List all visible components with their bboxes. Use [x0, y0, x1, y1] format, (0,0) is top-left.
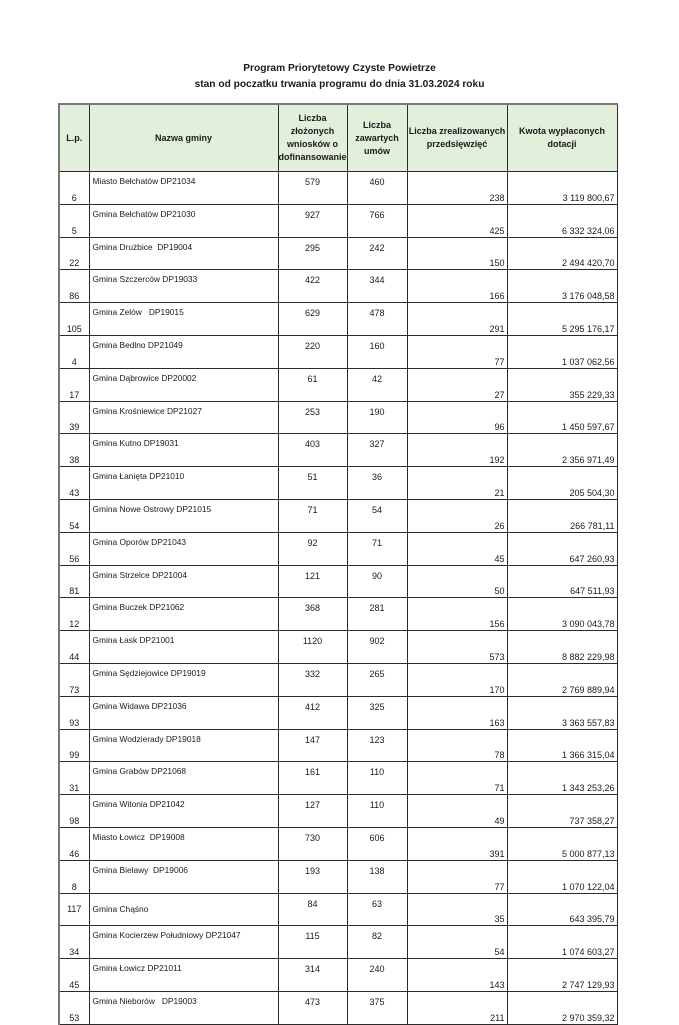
cell-municipality-name: Gmina Szczerców DP19033 [89, 270, 278, 303]
header-paid-amount: Kwota wypłaconych dotacji [507, 104, 617, 172]
cell-contracts-count: 327 [347, 434, 407, 467]
cell-contracts-count: 138 [347, 860, 407, 893]
cell-lp: 93 [59, 696, 89, 729]
cell-lp: 43 [59, 467, 89, 500]
cell-municipality-name: Gmina Łask DP21001 [89, 631, 278, 664]
table-row [59, 401, 617, 434]
cell-contracts-count: 242 [347, 237, 407, 270]
cell-applications-count: 121 [278, 565, 347, 598]
cell-paid-amount: 2 494 420,70 [507, 237, 617, 270]
table-row [59, 237, 617, 270]
cell-applications-count: 332 [278, 663, 347, 696]
table-row [59, 762, 617, 795]
cell-paid-amount: 643 395,79 [507, 893, 617, 926]
table-row [59, 270, 617, 303]
cell-completed-count: 391 [407, 827, 507, 860]
cell-completed-count: 50 [407, 565, 507, 598]
cell-paid-amount: 1 343 253,26 [507, 762, 617, 795]
cell-contracts-count: 265 [347, 663, 407, 696]
cell-lp: 99 [59, 729, 89, 762]
cell-contracts-count: 54 [347, 499, 407, 532]
cell-applications-count: 115 [278, 926, 347, 959]
cell-applications-count: 412 [278, 696, 347, 729]
table-row [59, 827, 617, 860]
cell-lp: 73 [59, 663, 89, 696]
cell-contracts-count: 63 [347, 893, 407, 926]
cell-municipality-name: Gmina Buczek DP21062 [89, 598, 278, 631]
cell-municipality-name: Gmina Łowicz DP21011 [89, 959, 278, 992]
cell-paid-amount: 2 356 971,49 [507, 434, 617, 467]
cell-paid-amount: 2 747 129,93 [507, 959, 617, 992]
cell-completed-count: 54 [407, 926, 507, 959]
cell-contracts-count: 110 [347, 762, 407, 795]
cell-contracts-count: 190 [347, 401, 407, 434]
cell-contracts-count: 160 [347, 335, 407, 368]
table-row [59, 368, 617, 401]
cell-contracts-count: 90 [347, 565, 407, 598]
table-row [59, 959, 617, 992]
table-row [59, 991, 617, 1024]
cell-municipality-name: Gmina Witonia DP21042 [89, 795, 278, 828]
cell-applications-count: 220 [278, 335, 347, 368]
cell-lp: 98 [59, 795, 89, 828]
cell-municipality-name: Gmina Oporów DP21043 [89, 532, 278, 565]
cell-contracts-count: 240 [347, 959, 407, 992]
table-row [59, 663, 617, 696]
cell-paid-amount: 3 119 800,67 [507, 172, 617, 205]
header-contracts-count: Liczba zawartych umów [347, 104, 407, 172]
cell-applications-count: 730 [278, 827, 347, 860]
cell-lp: 81 [59, 565, 89, 598]
cell-applications-count: 473 [278, 991, 347, 1024]
cell-completed-count: 45 [407, 532, 507, 565]
cell-completed-count: 26 [407, 499, 507, 532]
cell-lp: 22 [59, 237, 89, 270]
cell-contracts-count: 325 [347, 696, 407, 729]
cell-completed-count: 166 [407, 270, 507, 303]
header-lp: L.p. [59, 104, 89, 172]
cell-lp: 31 [59, 762, 89, 795]
cell-municipality-name: Gmina Krośniewice DP21027 [89, 401, 278, 434]
cell-applications-count: 368 [278, 598, 347, 631]
cell-applications-count: 253 [278, 401, 347, 434]
cell-applications-count: 147 [278, 729, 347, 762]
cell-municipality-name: Gmina Kocierzew Południowy DP21047 [89, 926, 278, 959]
cell-completed-count: 150 [407, 237, 507, 270]
header-completed-count: Liczba zrealizowanych przedsięwzięć [407, 104, 507, 172]
cell-contracts-count: 606 [347, 827, 407, 860]
cell-completed-count: 425 [407, 204, 507, 237]
cell-completed-count: 71 [407, 762, 507, 795]
cell-applications-count: 422 [278, 270, 347, 303]
table-row [59, 434, 617, 467]
cell-lp: 17 [59, 368, 89, 401]
table-row [59, 204, 617, 237]
cell-completed-count: 143 [407, 959, 507, 992]
cell-lp: 38 [59, 434, 89, 467]
cell-paid-amount: 1 074 603,27 [507, 926, 617, 959]
cell-paid-amount: 647 260,93 [507, 532, 617, 565]
cell-lp: 105 [59, 303, 89, 336]
cell-paid-amount: 205 504,30 [507, 467, 617, 500]
cell-lp: 4 [59, 335, 89, 368]
cell-applications-count: 629 [278, 303, 347, 336]
cell-completed-count: 49 [407, 795, 507, 828]
cell-paid-amount: 1 450 597,67 [507, 401, 617, 434]
cell-paid-amount: 2 769 889,94 [507, 663, 617, 696]
table-row [59, 729, 617, 762]
cell-applications-count: 295 [278, 237, 347, 270]
cell-lp: 54 [59, 499, 89, 532]
cell-contracts-count: 281 [347, 598, 407, 631]
cell-contracts-count: 375 [347, 991, 407, 1024]
cell-lp: 53 [59, 991, 89, 1024]
cell-paid-amount: 8 882 229,98 [507, 631, 617, 664]
cell-paid-amount: 1 037 062,56 [507, 335, 617, 368]
cell-lp: 39 [59, 401, 89, 434]
cell-lp: 56 [59, 532, 89, 565]
cell-lp: 6 [59, 172, 89, 205]
cell-applications-count: 1120 [278, 631, 347, 664]
table-row [59, 335, 617, 368]
table-row [59, 631, 617, 664]
cell-paid-amount: 2 970 359,32 [507, 991, 617, 1024]
cell-municipality-name: Gmina Kutno DP19031 [89, 434, 278, 467]
table-row [59, 795, 617, 828]
header-applications-count: Liczba złożonych wniosków o dofinansowanie [278, 104, 347, 172]
cell-paid-amount: 1 070 122,04 [507, 860, 617, 893]
cell-contracts-count: 36 [347, 467, 407, 500]
cell-completed-count: 291 [407, 303, 507, 336]
cell-paid-amount: 737 358,27 [507, 795, 617, 828]
cell-municipality-name: Gmina Nieborów DP19003 [89, 991, 278, 1024]
cell-lp: 12 [59, 598, 89, 631]
cell-municipality-name: Gmina Nowe Ostrowy DP21015 [89, 499, 278, 532]
cell-municipality-name: Gmina Bełchatów DP21030 [89, 204, 278, 237]
cell-completed-count: 156 [407, 598, 507, 631]
cell-applications-count: 71 [278, 499, 347, 532]
cell-paid-amount: 5 000 877,13 [507, 827, 617, 860]
table-row [59, 172, 617, 205]
table-row [59, 598, 617, 631]
table-row [59, 926, 617, 959]
cell-municipality-name: Miasto Łowicz DP19008 [89, 827, 278, 860]
cell-completed-count: 77 [407, 860, 507, 893]
cell-applications-count: 51 [278, 467, 347, 500]
cell-completed-count: 35 [407, 893, 507, 926]
cell-contracts-count: 82 [347, 926, 407, 959]
cell-contracts-count: 460 [347, 172, 407, 205]
cell-paid-amount: 647 511,93 [507, 565, 617, 598]
cell-lp: 46 [59, 827, 89, 860]
cell-paid-amount: 1 366 315,04 [507, 729, 617, 762]
cell-municipality-name: Gmina Dąbrowice DP20002 [89, 368, 278, 401]
table-row [59, 467, 617, 500]
cell-applications-count: 84 [278, 893, 347, 926]
cell-lp: 8 [59, 860, 89, 893]
cell-applications-count: 127 [278, 795, 347, 828]
cell-paid-amount: 6 332 324,06 [507, 204, 617, 237]
cell-lp: 44 [59, 631, 89, 664]
cell-completed-count: 21 [407, 467, 507, 500]
cell-municipality-name: Gmina Bedlno DP21049 [89, 335, 278, 368]
cell-completed-count: 96 [407, 401, 507, 434]
document-subtitle: stan od poczatku trwania programu do dnia 31.03.2024 roku [194, 79, 485, 90]
cell-contracts-count: 766 [347, 204, 407, 237]
cell-lp: 86 [59, 270, 89, 303]
cell-municipality-name: Gmina Widawa DP21036 [89, 696, 278, 729]
cell-applications-count: 61 [278, 368, 347, 401]
cell-municipality-name: Miasto Bełchatów DP21034 [89, 172, 278, 205]
table-header-row [59, 104, 617, 172]
cell-contracts-count: 478 [347, 303, 407, 336]
cell-contracts-count: 110 [347, 795, 407, 828]
cell-completed-count: 192 [407, 434, 507, 467]
cell-contracts-count: 902 [347, 631, 407, 664]
cell-municipality-name: Gmina Drużbice DP19004 [89, 237, 278, 270]
cell-applications-count: 92 [278, 532, 347, 565]
cell-completed-count: 238 [407, 172, 507, 205]
cell-completed-count: 211 [407, 991, 507, 1024]
cell-paid-amount: 355 229,33 [507, 368, 617, 401]
cell-paid-amount: 3 363 557,83 [507, 696, 617, 729]
municipalities-table [58, 103, 618, 1025]
cell-contracts-count: 344 [347, 270, 407, 303]
table-row [59, 499, 617, 532]
cell-lp: 34 [59, 926, 89, 959]
cell-applications-count: 314 [278, 959, 347, 992]
cell-applications-count: 403 [278, 434, 347, 467]
cell-contracts-count: 42 [347, 368, 407, 401]
table-row [59, 565, 617, 598]
cell-contracts-count: 123 [347, 729, 407, 762]
cell-municipality-name: Gmina Bielawy DP19006 [89, 860, 278, 893]
cell-applications-count: 161 [278, 762, 347, 795]
cell-paid-amount: 3 176 048,58 [507, 270, 617, 303]
cell-completed-count: 78 [407, 729, 507, 762]
table-row [59, 303, 617, 336]
cell-completed-count: 27 [407, 368, 507, 401]
cell-municipality-name: Gmina Łanięta DP21010 [89, 467, 278, 500]
cell-completed-count: 77 [407, 335, 507, 368]
cell-applications-count: 927 [278, 204, 347, 237]
cell-applications-count: 193 [278, 860, 347, 893]
cell-municipality-name: Gmina Strzelce DP21004 [89, 565, 278, 598]
document-title: Program Priorytetowy Czyste Powietrze [243, 63, 436, 74]
cell-paid-amount: 3 090 043,78 [507, 598, 617, 631]
cell-municipality-name: Gmina Chąśno [89, 893, 278, 926]
table-row [59, 893, 617, 926]
cell-municipality-name: Gmina Grabów DP21068 [89, 762, 278, 795]
cell-contracts-count: 71 [347, 532, 407, 565]
cell-completed-count: 163 [407, 696, 507, 729]
cell-paid-amount: 5 295 176,17 [507, 303, 617, 336]
table-row [59, 860, 617, 893]
cell-completed-count: 573 [407, 631, 507, 664]
table-row [59, 696, 617, 729]
table-row [59, 532, 617, 565]
cell-lp: 5 [59, 204, 89, 237]
cell-paid-amount: 266 781,11 [507, 499, 617, 532]
cell-municipality-name: Gmina Sędziejowice DP19019 [89, 663, 278, 696]
cell-applications-count: 579 [278, 172, 347, 205]
cell-municipality-name: Gmina Wodzierady DP19018 [89, 729, 278, 762]
header-municipality-name: Nazwa gminy [89, 104, 278, 172]
cell-lp: 45 [59, 959, 89, 992]
cell-municipality-name: Gmina Zelów DP19015 [89, 303, 278, 336]
cell-completed-count: 170 [407, 663, 507, 696]
cell-lp: 117 [59, 893, 89, 926]
